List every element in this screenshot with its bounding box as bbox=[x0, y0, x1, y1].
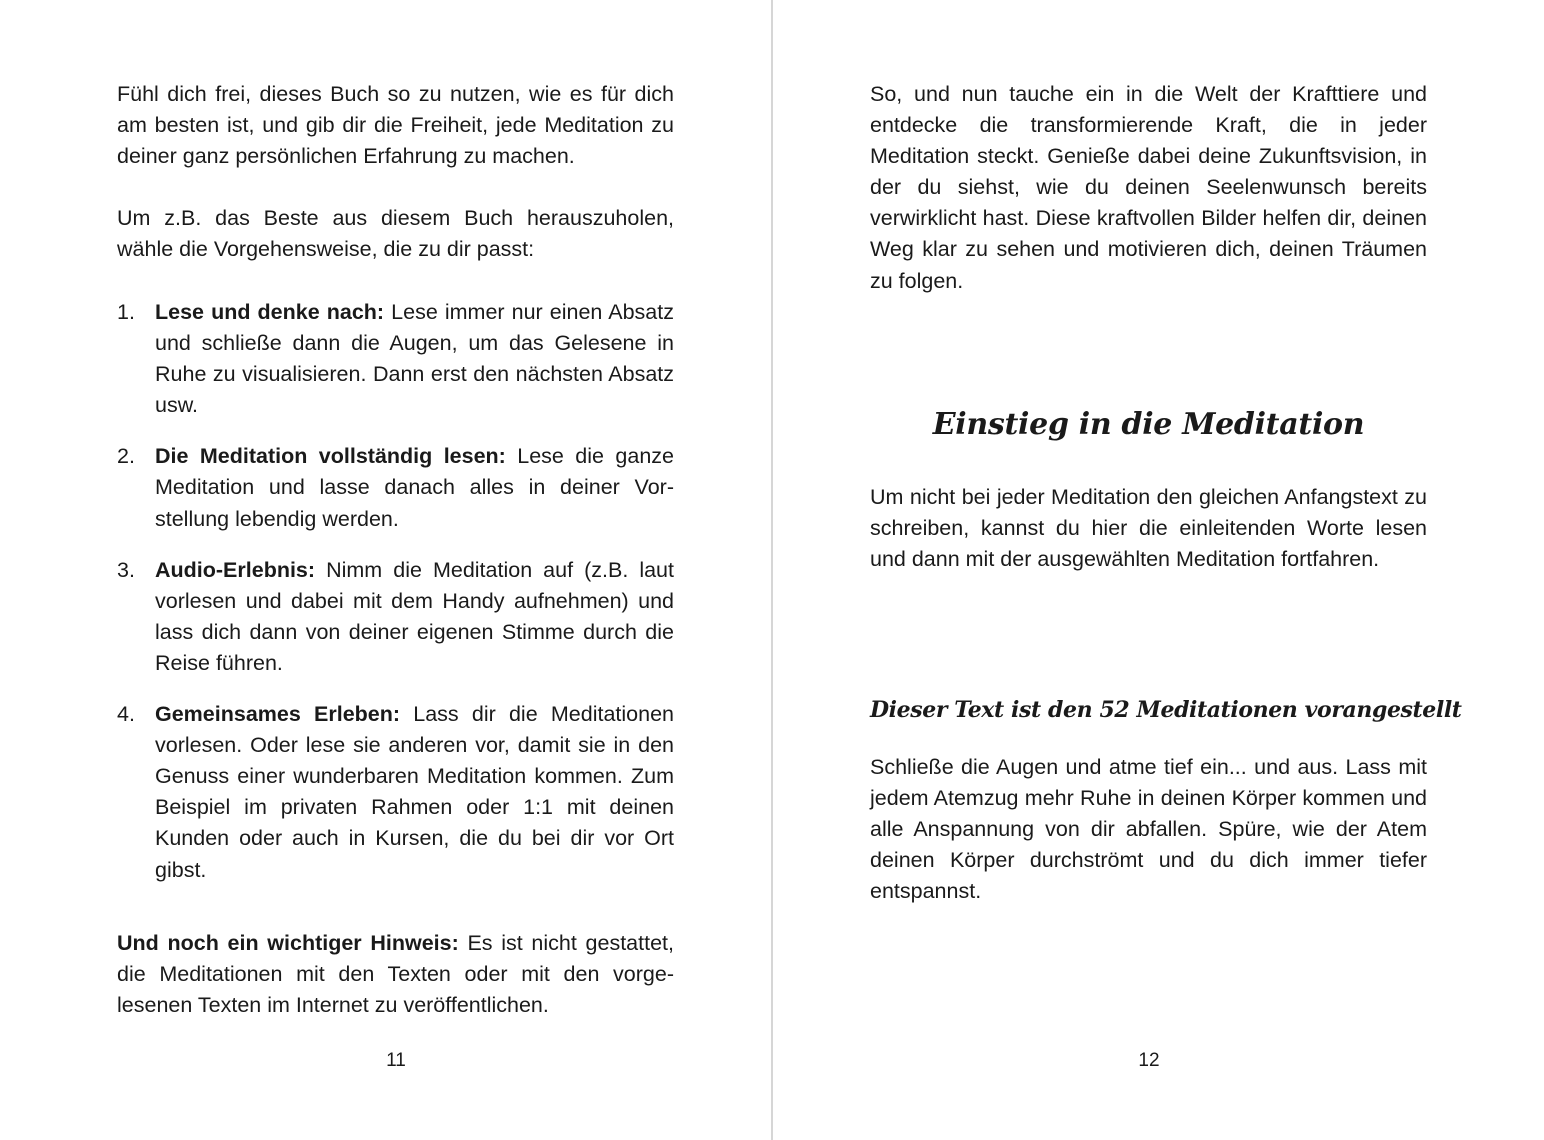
power-animal-paragraph bbox=[870, 79, 1427, 297]
section-heading: Einstieg in die Meditation bbox=[932, 407, 1365, 442]
approach-list bbox=[117, 297, 674, 886]
list-item-title: Audio-Erlebnis: bbox=[155, 557, 316, 582]
sub-heading: Dieser Text ist den 52 Meditationen vorangestellt bbox=[870, 697, 1462, 723]
intro-paragraph-text: Fühl dich frei, dieses Buch so zu nutzen, wie es für dich am besten ist, und gib dir die Freiheit, jede Meditation zu deiner ganz persönlichen Erfahrung zu machen. bbox=[117, 82, 674, 169]
page-number-right: 12 bbox=[1138, 1050, 1160, 1071]
meditation-intro-paragraph-text: Schließe die Augen und atme tief ein... und aus. Lass mit jedem Atemzug mehr Ruhe in deinen Körper kommen und alle Anspannung von dir abfallen. Spüre, wie der Atem deinen Körper durchströmt und du dich immer tiefer entspannst. bbox=[870, 755, 1427, 904]
list-item-number: 3. bbox=[117, 557, 135, 582]
list-item-title: Die Meditation vollständig lesen: bbox=[155, 444, 506, 469]
approach-paragraph bbox=[117, 203, 674, 265]
approach-paragraph-text: Um z.B. das Beste aus diesem Buch herauszuholen, wähle die Vorgehensweise, die zu dir passt: bbox=[117, 206, 674, 262]
list-item bbox=[117, 441, 674, 534]
intro-text-paragraph bbox=[870, 482, 1427, 575]
page-number-left: 11 bbox=[386, 1050, 406, 1071]
list-item-text: Lese immer nur einen Absatz und schließe dann die Augen, um das Gelesene in Ruhe zu visualisieren. Dann erst den nächsten Absatz usw. bbox=[155, 300, 674, 418]
intro-paragraph bbox=[117, 79, 674, 172]
list-item-number: 2. bbox=[117, 444, 135, 469]
list-item-title: Lese und denke nach: bbox=[155, 300, 385, 324]
meditation-intro-paragraph bbox=[870, 752, 1427, 907]
important-note-body: Es ist nicht gestattet, die Meditationen mit den Texten oder mit den vorgelesenen Texten im Internet zu veröffentlichen. bbox=[117, 931, 674, 1018]
list-item-text: Nimm die Meditation auf (z.B. laut vorlesen und dabei mit dem Handy aufnehmen) und lass dich dann von deiner eigenen Stimme durch die Reise führen. bbox=[155, 557, 674, 675]
list-item-text: Lese die ganze Meditation und lasse danach alles in deiner Vorstellung lebendig werden. bbox=[155, 444, 674, 531]
list-item bbox=[117, 555, 674, 679]
list-item-number: 1. bbox=[117, 300, 135, 324]
book-gutter bbox=[771, 0, 773, 1140]
important-note-text bbox=[117, 928, 674, 1021]
list-item-title: Gemeinsames Erleben: bbox=[155, 702, 401, 727]
list-item-text: Lass dir die Meditationen vorlesen. Oder lese sie anderen vor, damit sie in den Genuss einer wunderbaren Meditation kommen. Zum Beispiel im privaten Rahmen oder 1:1 mit deinen Kunden oder auch in Kursen, die du bei dir vor Ort gibst. bbox=[155, 702, 674, 882]
intro-text-paragraph-text: Um nicht bei jeder Meditation den gleichen Anfangstext zu schreiben, kannst du hier die einleitenden Worte lesen und dann mit der ausgewählten Meditation fortfahren. bbox=[870, 485, 1427, 572]
list-item bbox=[117, 297, 674, 421]
important-note bbox=[117, 928, 674, 1021]
right-page bbox=[774, 0, 1544, 1140]
important-note-label: Und noch ein wichtiger Hinweis: bbox=[117, 931, 459, 955]
list-item-number: 4. bbox=[117, 702, 135, 727]
list-item bbox=[117, 699, 674, 886]
power-animal-paragraph-text: So, und nun tauche ein in die Welt der Krafttiere und entdecke die transformierende Kraft, die in jeder Meditation steckt. Genieße dabei deine Zukunftsvision, in der du siehst, wie du deinen Seelenwunsch bereits verwirklicht hast. Diese kraftvollen Bilder helfen dir, deinen Weg klar zu sehen und motivieren dich, deinen Träumen zu folgen. bbox=[870, 82, 1427, 293]
